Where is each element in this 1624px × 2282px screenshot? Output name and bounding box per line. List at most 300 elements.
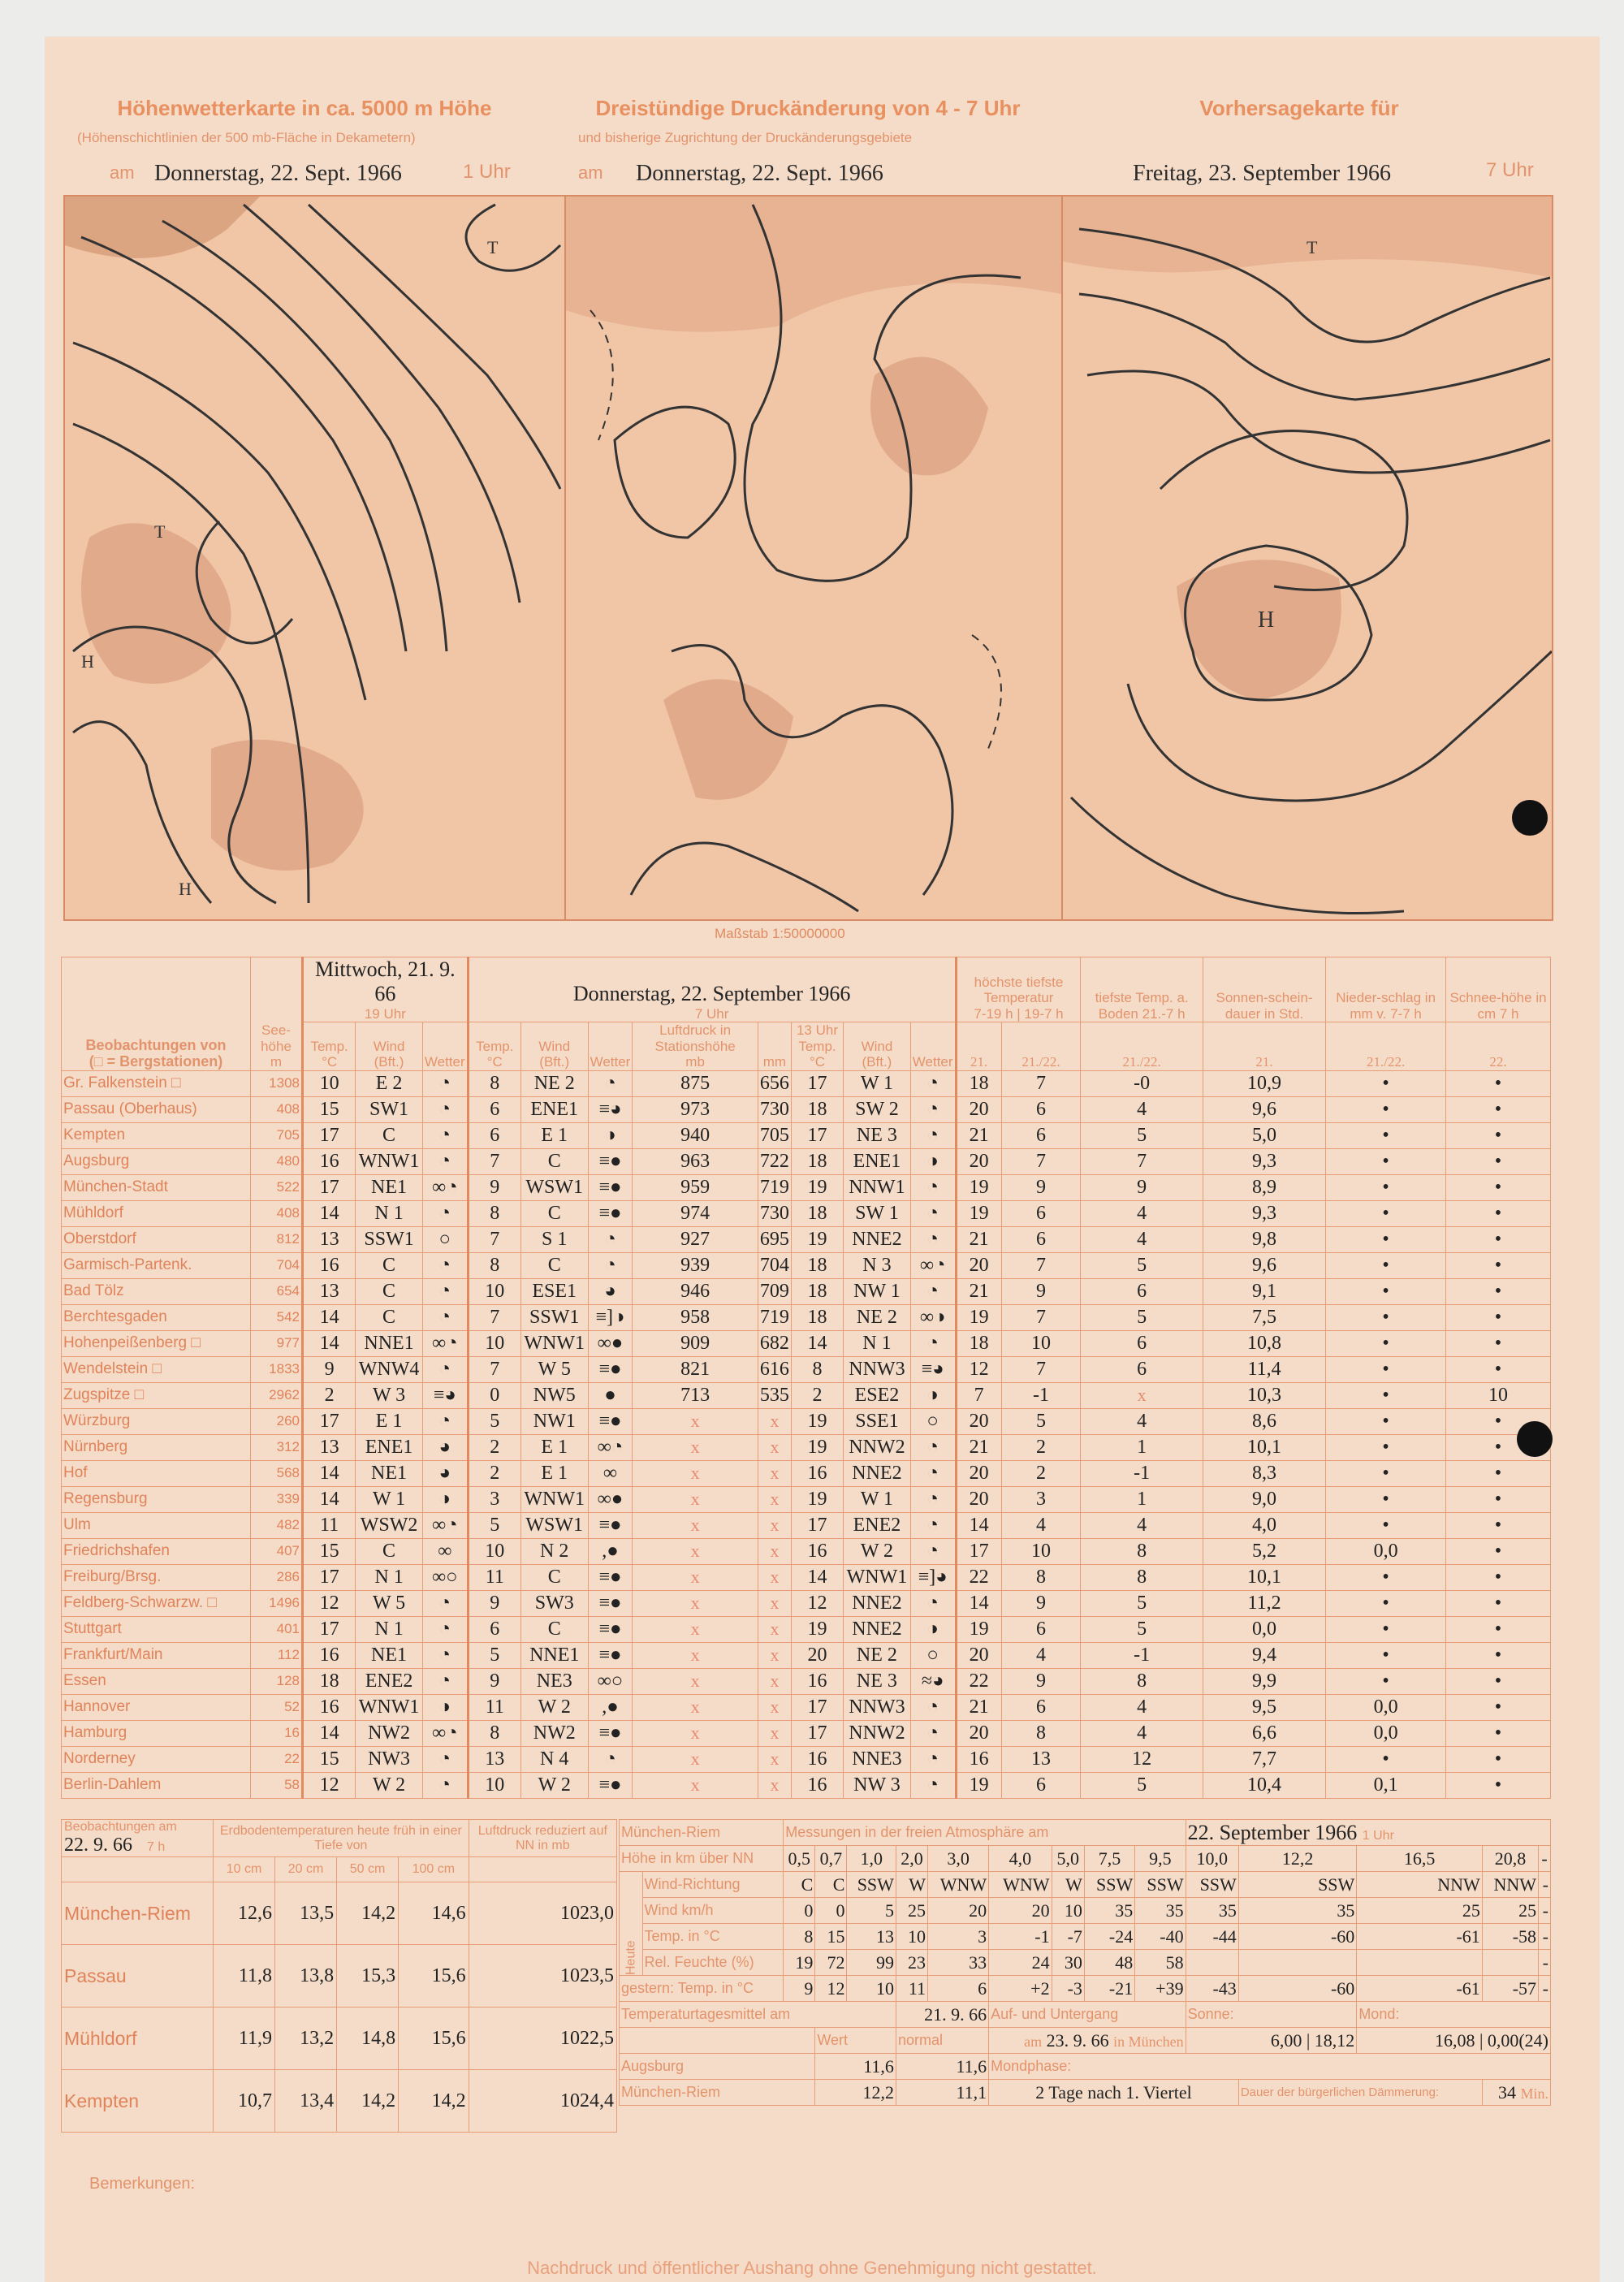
cell-x2: ◔ — [588, 1070, 633, 1096]
cell-w2: ENE1 — [520, 1096, 588, 1122]
cell-snow: • — [1446, 1590, 1551, 1616]
cell-mb: x — [633, 1486, 758, 1512]
cell-t3: 2 — [791, 1382, 843, 1408]
cell-tg: 6 — [1081, 1356, 1203, 1382]
atm-row-label: Rel. Feuchte (%) — [642, 1950, 784, 1976]
cell-mm: x — [758, 1694, 791, 1720]
punch-hole — [1517, 1421, 1553, 1457]
cell-sun: 8,6 — [1203, 1408, 1325, 1434]
soil-value: 14,2 — [399, 2070, 469, 2133]
cell-tg: 4 — [1081, 1200, 1203, 1226]
cell-w2: WNW1 — [520, 1330, 588, 1356]
cell-mb: 821 — [633, 1356, 758, 1382]
cell-rain: • — [1326, 1122, 1446, 1148]
cell-mb: 940 — [633, 1122, 758, 1148]
soil-obs-header: Beobachtungen am 22. 9. 66 7 h — [62, 1820, 214, 1857]
cell-sun: 5,2 — [1203, 1538, 1325, 1564]
cell-mb: x — [633, 1616, 758, 1642]
cell-tmax: 16 — [956, 1746, 1001, 1772]
cell-tmax: 22 — [956, 1668, 1001, 1694]
atm-value — [1482, 1950, 1538, 1976]
mondphase-label: Mondphase: — [989, 2054, 1551, 2080]
cell-sun: 10,8 — [1203, 1330, 1325, 1356]
soil-value: 15,6 — [399, 1945, 469, 2008]
atm-value: -44 — [1186, 1924, 1238, 1950]
cell-x3: ◔ — [910, 1096, 956, 1122]
table-row — [62, 1148, 1551, 1174]
cell-x3: ◔ — [910, 1330, 956, 1356]
atm-value: 8 — [784, 1924, 815, 1950]
cell-t3: 18 — [791, 1278, 843, 1304]
cell-t2: 9 — [468, 1668, 520, 1694]
cell-mb: 973 — [633, 1096, 758, 1122]
station-elevation: 401 — [251, 1616, 303, 1642]
cell-w2: WNW1 — [520, 1486, 588, 1512]
cell-snow: • — [1446, 1356, 1551, 1382]
forecast-map-title: Vorhersagekarte für — [1199, 96, 1399, 120]
cell-x2: ≡● — [588, 1512, 633, 1538]
cell-tmin: 6 — [1001, 1200, 1081, 1226]
height-value: 4,0 — [989, 1846, 1052, 1872]
station-name: Hohenpeißenberg □ — [62, 1330, 251, 1356]
station-elevation: 704 — [251, 1252, 303, 1278]
cell-tmin: 13 — [1001, 1746, 1081, 1772]
cell-tmin: 3 — [1001, 1486, 1081, 1512]
daemmerung: 34 Min. — [1482, 2080, 1550, 2106]
atm-value: +2 — [989, 1976, 1052, 2002]
table-row — [62, 1356, 1551, 1382]
atm-row — [620, 1898, 1551, 1924]
cell-mb: x — [633, 1694, 758, 1720]
cell-w3: SW 2 — [844, 1096, 911, 1122]
cell-tmax: 20 — [956, 1252, 1001, 1278]
low-pressure-label: T — [487, 237, 499, 257]
cell-x2: ≡● — [588, 1408, 633, 1434]
cell-w2: E 1 — [520, 1460, 588, 1486]
table-row — [62, 1200, 1551, 1226]
cell-tg: 5 — [1081, 1772, 1203, 1798]
h-dmin: 21./22. — [1001, 1022, 1081, 1071]
cell-t1: 14 — [303, 1486, 356, 1512]
map1-date: Donnerstag, 22. Sept. 1966 — [154, 161, 402, 186]
station-name: Hamburg — [62, 1720, 251, 1746]
map2-date: Donnerstag, 22. Sept. 1966 — [636, 161, 883, 186]
height-value: 0,7 — [815, 1846, 847, 1872]
table-row — [62, 1382, 1551, 1408]
station-name: Passau (Oberhaus) — [62, 1096, 251, 1122]
cell-tmin: 7 — [1001, 1252, 1081, 1278]
atm-row-label: Wind-Richtung — [642, 1872, 784, 1898]
cell-mb: x — [633, 1642, 758, 1668]
atm-value: SSW — [1084, 1872, 1134, 1898]
cell-mm: x — [758, 1642, 791, 1668]
cell-t2: 5 — [468, 1512, 520, 1538]
cell-x1: ◑ — [422, 1486, 468, 1512]
depth-20: 20 cm — [275, 1857, 337, 1882]
cell-t1: 17 — [303, 1616, 356, 1642]
cell-snow: 10 — [1446, 1382, 1551, 1408]
cell-x3: ∞◔ — [910, 1252, 956, 1278]
soil-value: 14,8 — [337, 2008, 399, 2070]
cell-snow: • — [1446, 1746, 1551, 1772]
cell-rain: • — [1326, 1746, 1446, 1772]
cell-tmax: 19 — [956, 1304, 1001, 1330]
table-row — [62, 1642, 1551, 1668]
augsburg-normal: 11,6 — [896, 2054, 988, 2080]
cell-x2: ,● — [588, 1694, 633, 1720]
cell-sun: 9,1 — [1203, 1278, 1325, 1304]
atm-value: -21 — [1084, 1976, 1134, 2002]
cell-x3: ○ — [910, 1642, 956, 1668]
cell-sun: 7,7 — [1203, 1746, 1325, 1772]
cell-w1: N 1 — [356, 1616, 423, 1642]
map-scale: Maßstab 1:50000000 — [715, 926, 845, 941]
table-row — [62, 1720, 1551, 1746]
cell-x3: ◔ — [910, 1772, 956, 1798]
height-value: - — [1539, 1846, 1551, 1872]
cell-rain: • — [1326, 1148, 1446, 1174]
cell-x1: ◔ — [422, 1304, 468, 1330]
riem-normal: 11,1 — [896, 2080, 988, 2106]
atm-value: NNW — [1357, 1872, 1483, 1898]
cell-snow: • — [1446, 1772, 1551, 1798]
cell-w2: C — [520, 1200, 588, 1226]
cell-mb: x — [633, 1408, 758, 1434]
wert-label: Wert — [815, 2028, 896, 2054]
map3-date: Freitag, 23. September 1966 — [1133, 161, 1392, 186]
cell-mm: x — [758, 1564, 791, 1590]
cell-w1: ENE2 — [356, 1668, 423, 1694]
height-value: 12,2 — [1238, 1846, 1357, 1872]
cell-x2: ≡● — [588, 1772, 633, 1798]
cell-tmax: 14 — [956, 1512, 1001, 1538]
cell-mm: 704 — [758, 1252, 791, 1278]
cell-mb: 927 — [633, 1226, 758, 1252]
atm-value: - — [1539, 1872, 1551, 1898]
mond-label: Mond: — [1357, 2002, 1551, 2028]
atm-value: 30 — [1052, 1950, 1084, 1976]
cell-sun: 9,6 — [1203, 1252, 1325, 1278]
cell-mm: x — [758, 1668, 791, 1694]
cell-w2: C — [520, 1564, 588, 1590]
atm-value: 10 — [1052, 1898, 1084, 1924]
cell-mm: x — [758, 1408, 791, 1434]
station-name: Berlin-Dahlem — [62, 1772, 251, 1798]
cell-t3: 14 — [791, 1330, 843, 1356]
station-elevation: 339 — [251, 1486, 303, 1512]
cell-x3: ◔ — [910, 1122, 956, 1148]
aufgang-label: Auf- und Untergang — [989, 2002, 1186, 2028]
cell-rain: • — [1326, 1382, 1446, 1408]
cell-snow: • — [1446, 1720, 1551, 1746]
cell-rain: • — [1326, 1252, 1446, 1278]
high-pressure-label: H — [81, 651, 94, 672]
atm-value: C — [784, 1872, 815, 1898]
atm-value: 25 — [896, 1898, 927, 1924]
atm-value: -7 — [1052, 1924, 1084, 1950]
station-elevation: 286 — [251, 1564, 303, 1590]
atm-value: 58 — [1135, 1950, 1186, 1976]
table-row — [62, 1512, 1551, 1538]
cell-w1: NW3 — [356, 1746, 423, 1772]
cell-t3: 18 — [791, 1096, 843, 1122]
forecast-map — [1061, 195, 1553, 921]
soil-value: 15,6 — [399, 2008, 469, 2070]
cell-tmax: 21 — [956, 1694, 1001, 1720]
cell-x3: ◔ — [910, 1200, 956, 1226]
h-mb: Luftdruck in Stationshöhe mb — [633, 1022, 758, 1071]
atm-title: Messungen in der freien Atmosphäre am — [784, 1820, 1186, 1846]
cell-t2: 9 — [468, 1590, 520, 1616]
cell-snow: • — [1446, 1486, 1551, 1512]
cell-sun: 6,6 — [1203, 1720, 1325, 1746]
cell-w2: ESE1 — [520, 1278, 588, 1304]
cell-tg: 4 — [1081, 1408, 1203, 1434]
cell-w1: NNE1 — [356, 1330, 423, 1356]
depth-10: 10 cm — [214, 1857, 275, 1882]
station-elevation: 407 — [251, 1538, 303, 1564]
cell-mm: x — [758, 1616, 791, 1642]
atm-value: 0 — [784, 1898, 815, 1924]
station-elevation: 482 — [251, 1512, 303, 1538]
tagesmittel-date: 21. 9. 66 — [896, 2002, 988, 2028]
cell-mm: 535 — [758, 1382, 791, 1408]
cell-rain: • — [1326, 1096, 1446, 1122]
cell-t2: 6 — [468, 1096, 520, 1122]
atm-value: 13 — [847, 1924, 896, 1950]
cell-t3: 17 — [791, 1070, 843, 1096]
cell-sun: 9,8 — [1203, 1226, 1325, 1252]
cell-tg: 5 — [1081, 1616, 1203, 1642]
cell-w3: NE 2 — [844, 1304, 911, 1330]
svg-text:T: T — [1307, 237, 1318, 257]
cell-tmin: 7 — [1001, 1070, 1081, 1096]
cell-tmin: 4 — [1001, 1642, 1081, 1668]
cell-rain: • — [1326, 1512, 1446, 1538]
soil-blank2 — [469, 1857, 616, 1882]
cell-w2: W 2 — [520, 1772, 588, 1798]
cell-tg: -1 — [1081, 1460, 1203, 1486]
cell-t1: 14 — [303, 1304, 356, 1330]
soil-press-header: Luftdruck reduziert auf NN in mb — [469, 1820, 616, 1857]
cell-snow: • — [1446, 1512, 1551, 1538]
atm-value: -61 — [1357, 1924, 1483, 1950]
cell-t1: 16 — [303, 1148, 356, 1174]
cell-mb: 974 — [633, 1200, 758, 1226]
cell-x2: ◔ — [588, 1252, 633, 1278]
cell-tmin: 10 — [1001, 1330, 1081, 1356]
cell-tg: 1 — [1081, 1434, 1203, 1460]
cell-tg: x — [1081, 1382, 1203, 1408]
atm-value: 35 — [1238, 1898, 1357, 1924]
map1-time: 1 Uhr — [463, 161, 511, 183]
atm-value: 20 — [928, 1898, 989, 1924]
atm-value: - — [1539, 1924, 1551, 1950]
station-elevation: 542 — [251, 1304, 303, 1330]
soil-station: Passau — [62, 1945, 214, 2008]
atm-value: 48 — [1084, 1950, 1134, 1976]
atm-value: 35 — [1084, 1898, 1134, 1924]
station-name: Mühldorf — [62, 1200, 251, 1226]
cell-x3: ◔ — [910, 1070, 956, 1096]
cell-tmin: 9 — [1001, 1278, 1081, 1304]
soil-value: 1023,0 — [469, 1882, 616, 1945]
cell-w1: W 1 — [356, 1486, 423, 1512]
cell-tmin: 6 — [1001, 1122, 1081, 1148]
cell-x1: ◔ — [422, 1746, 468, 1772]
cell-w2: NW2 — [520, 1720, 588, 1746]
cell-x2: ∞ — [588, 1460, 633, 1486]
pressure-change-map-subtitle: und bisherige Zugrichtung der Druckänderungsgebiete — [578, 130, 913, 145]
cell-t2: 7 — [468, 1148, 520, 1174]
riem-label: München-Riem — [620, 2080, 815, 2106]
station-name: Bad Tölz — [62, 1278, 251, 1304]
cell-w3: NNE3 — [844, 1746, 911, 1772]
cell-tmax: 21 — [956, 1278, 1001, 1304]
cell-t1: 16 — [303, 1694, 356, 1720]
cell-mm: x — [758, 1772, 791, 1798]
atm-value: -57 — [1482, 1976, 1538, 2002]
remarks-label: Bemerkungen: — [89, 2175, 196, 2193]
cell-x3: ◔ — [910, 1174, 956, 1200]
station-name: Kempten — [62, 1122, 251, 1148]
atm-value: +39 — [1135, 1976, 1186, 2002]
station-name: Hannover — [62, 1694, 251, 1720]
cell-w3: ENE1 — [844, 1148, 911, 1174]
atm-row — [620, 1872, 1551, 1898]
cell-w1: E 1 — [356, 1408, 423, 1434]
atm-value: SSW — [1186, 1872, 1238, 1898]
cell-snow: • — [1446, 1278, 1551, 1304]
table-row — [62, 1486, 1551, 1512]
cell-t2: 5 — [468, 1642, 520, 1668]
atm-value: SSW — [1135, 1872, 1186, 1898]
pressure-change-map-title: Dreistündige Druckänderung von 4 - 7 Uhr — [595, 96, 1021, 120]
cell-x3: ◔ — [910, 1590, 956, 1616]
cell-t1: 10 — [303, 1070, 356, 1096]
cell-x2: ◑ — [588, 1122, 633, 1148]
cell-w1: NE1 — [356, 1642, 423, 1668]
cell-t2: 10 — [468, 1538, 520, 1564]
height-value: 1,0 — [847, 1846, 896, 1872]
cell-mb: x — [633, 1590, 758, 1616]
svg-text:H: H — [179, 879, 192, 899]
h-wind2: Wind (Bft.) — [520, 1022, 588, 1071]
cell-t1: 15 — [303, 1096, 356, 1122]
atm-value: - — [1539, 1898, 1551, 1924]
cell-sun: 0,0 — [1203, 1616, 1325, 1642]
table-row — [62, 1564, 1551, 1590]
soil-value: 14,2 — [337, 1882, 399, 1945]
atm-value: SSW — [1238, 1872, 1357, 1898]
cell-t3: 17 — [791, 1512, 843, 1538]
cell-snow: • — [1446, 1200, 1551, 1226]
soil-row — [62, 2008, 617, 2070]
station-name: Zugspitze □ — [62, 1382, 251, 1408]
atm-value: -43 — [1186, 1976, 1238, 2002]
atm-value: 20 — [989, 1898, 1052, 1924]
cell-x2: ≡● — [588, 1564, 633, 1590]
cell-w3: N 3 — [844, 1252, 911, 1278]
cell-x1: ◔ — [422, 1408, 468, 1434]
cell-t3: 20 — [791, 1642, 843, 1668]
cell-x2: ≡● — [588, 1720, 633, 1746]
cell-snow: • — [1446, 1408, 1551, 1434]
cell-t2: 3 — [468, 1486, 520, 1512]
atm-row-label: Temp. in °C — [642, 1924, 784, 1950]
cell-mm: x — [758, 1512, 791, 1538]
cell-tmax: 14 — [956, 1590, 1001, 1616]
cell-t3: 14 — [791, 1564, 843, 1590]
atm-value: 23 — [896, 1950, 927, 1976]
atm-value: -60 — [1238, 1976, 1357, 2002]
cell-x1: ∞○ — [422, 1564, 468, 1590]
cell-x1: ◔ — [422, 1252, 468, 1278]
cell-t2: 11 — [468, 1694, 520, 1720]
cell-snow: • — [1446, 1564, 1551, 1590]
cell-tg: 9 — [1081, 1174, 1203, 1200]
svg-text:H: H — [1258, 607, 1275, 633]
station-name: Berchtesgaden — [62, 1304, 251, 1330]
cell-w3: NW 1 — [844, 1278, 911, 1304]
cell-mb: 963 — [633, 1148, 758, 1174]
cell-t2: 9 — [468, 1174, 520, 1200]
cell-t1: 14 — [303, 1460, 356, 1486]
cell-x1: ∞◔ — [422, 1330, 468, 1356]
atm-value: 19 — [784, 1950, 815, 1976]
cell-w1: W 2 — [356, 1772, 423, 1798]
heights-label: Höhe in km über NN — [620, 1846, 784, 1872]
cell-w2: E 1 — [520, 1122, 588, 1148]
cell-tmin: 7 — [1001, 1356, 1081, 1382]
cell-t2: 2 — [468, 1460, 520, 1486]
cell-w1: WNW1 — [356, 1148, 423, 1174]
cell-mb: x — [633, 1460, 758, 1486]
blank-a — [620, 2028, 815, 2054]
cell-w1: NW2 — [356, 1720, 423, 1746]
station-elevation: 705 — [251, 1122, 303, 1148]
cell-rain: • — [1326, 1304, 1446, 1330]
atm-value: W — [896, 1872, 927, 1898]
cell-x2: ≡● — [588, 1616, 633, 1642]
cell-sun: 10,9 — [1203, 1070, 1325, 1096]
atm-value: 72 — [815, 1950, 847, 1976]
cell-x1: ∞◔ — [422, 1720, 468, 1746]
cell-x2: ∞● — [588, 1486, 633, 1512]
cell-sun: 9,0 — [1203, 1486, 1325, 1512]
cell-w2: N 4 — [520, 1746, 588, 1772]
cell-w2: NW1 — [520, 1408, 588, 1434]
map3-time: 7 Uhr — [1486, 159, 1534, 181]
cell-w3: NE 3 — [844, 1122, 911, 1148]
station-elevation: 812 — [251, 1226, 303, 1252]
soil-row — [62, 1945, 617, 2008]
h-drain: 21./22. — [1326, 1022, 1446, 1071]
cell-t1: 13 — [303, 1434, 356, 1460]
atm-value: 9 — [784, 1976, 815, 2002]
cell-x3: ◔ — [910, 1538, 956, 1564]
cell-x2: ≡● — [588, 1148, 633, 1174]
cell-snow: • — [1446, 1148, 1551, 1174]
cell-w3: SW 1 — [844, 1200, 911, 1226]
cell-tmin: 9 — [1001, 1668, 1081, 1694]
cell-mb: x — [633, 1512, 758, 1538]
soil-value: 13,8 — [275, 1945, 337, 2008]
cell-t3: 19 — [791, 1434, 843, 1460]
atm-value: 6 — [928, 1976, 989, 2002]
heute-label: Heute — [620, 1872, 643, 1976]
cell-t2: 6 — [468, 1616, 520, 1642]
